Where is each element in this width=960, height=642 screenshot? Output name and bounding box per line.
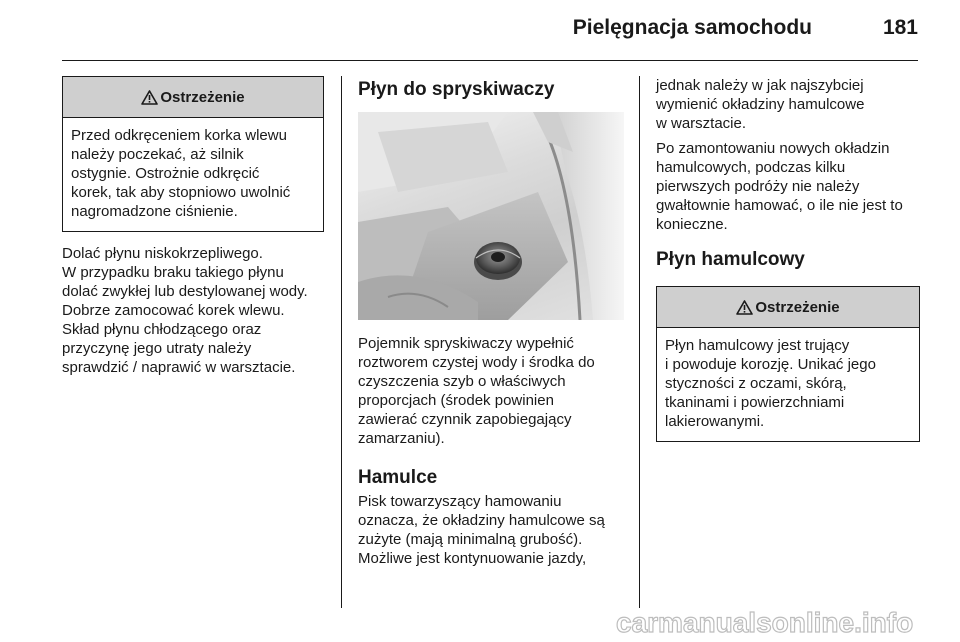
- new-pads-paragraph: [656, 139, 920, 234]
- warning-text: [657, 328, 919, 441]
- text-line: pierwszych podróży nie należy: [656, 178, 860, 195]
- text-line: konieczne.: [656, 216, 728, 233]
- header-divider: [62, 60, 918, 61]
- column-2: [358, 76, 624, 568]
- warning-header: [657, 287, 919, 328]
- text-line: Dobrze zamocować korek wlewu.: [62, 302, 285, 319]
- text-line: czyszczenia szyb o właściwych: [358, 373, 566, 390]
- text-line: Możliwe jest kontynuowanie jazdy,: [358, 550, 587, 567]
- washer-fluid-caption: [358, 334, 624, 448]
- text-line: Pisk towarzyszący hamowaniu: [358, 493, 562, 510]
- text-line: Skład płynu chłodzącego oraz: [62, 321, 262, 338]
- column-3: [656, 76, 920, 442]
- text-line: styczności z oczami, skórą,: [665, 375, 847, 392]
- brakes-paragraph: [358, 492, 624, 568]
- watermark-text: carmanualsonline.info: [616, 607, 914, 638]
- text-line: przyczynę jego utraty należy: [62, 340, 252, 357]
- text-line: Przed odkręceniem korka wlewu: [71, 127, 287, 144]
- column-divider-left: [341, 76, 342, 608]
- text-line: Dolać płynu niskokrzepliwego.: [62, 245, 263, 262]
- text-line: hamulcowych, podczas kilku: [656, 159, 846, 176]
- coolant-paragraph: [62, 244, 324, 377]
- column-1: [62, 76, 324, 377]
- text-line: W przypadku braku takiego płynu: [62, 264, 284, 281]
- brakes-paragraph-continued: [656, 76, 920, 133]
- brake-fluid-warning-box: [656, 286, 920, 442]
- column-divider-right: [639, 76, 640, 608]
- warning-triangle-icon: [141, 90, 158, 105]
- text-line: zawierać czynnik zapobiegający: [358, 411, 572, 428]
- text-line: w warsztacie.: [656, 115, 747, 132]
- watermark-logo: [614, 606, 954, 640]
- text-line: proporcjach (środek powinien: [358, 392, 554, 409]
- text-line: należy poczekać, aż silnik: [71, 146, 244, 163]
- warning-triangle-icon: [736, 300, 753, 315]
- text-line: jednak należy w jak najszybciej: [656, 77, 864, 94]
- text-line: zużyte (mają minimalną grubość).: [358, 531, 583, 548]
- text-line: Płyn hamulcowy jest trujący: [665, 337, 850, 354]
- text-line: lakierowanymi.: [665, 413, 765, 430]
- warning-title: Ostrzeżenie: [755, 298, 840, 316]
- text-line: zamarzaniu).: [358, 430, 445, 447]
- text-line: tkaninami i powierzchniami: [665, 394, 845, 411]
- coolant-warning-box: [62, 76, 324, 232]
- text-line: sprawdzić / naprawić w warsztacie.: [62, 359, 296, 376]
- text-line: gwałtownie hamować, o ile nie jest to: [656, 197, 903, 214]
- warning-title: Ostrzeżenie: [160, 88, 245, 106]
- page-title: Pielęgnacja samochodu: [572, 16, 812, 39]
- warning-text: [63, 118, 323, 231]
- brake-fluid-heading: Płyn hamulcowy: [656, 249, 805, 270]
- text-line: Pojemnik spryskiwaczy wypełnić: [358, 335, 574, 352]
- engine-bay-illustration: [358, 112, 624, 320]
- text-line: oznacza, że okładziny hamulcowe są: [358, 512, 605, 529]
- page-number: 181: [882, 16, 918, 39]
- text-line: i powoduje korozję. Unikać jego: [665, 356, 876, 373]
- brakes-heading: Hamulce: [358, 467, 438, 488]
- washer-fluid-heading: Płyn do spryskiwaczy: [358, 79, 555, 100]
- washer-reservoir-photo: [358, 112, 624, 320]
- text-line: nagromadzone ciśnienie.: [71, 203, 238, 220]
- text-line: Po zamontowaniu nowych okładzin: [656, 140, 890, 157]
- text-line: roztworem czystej wody i środka do: [358, 354, 595, 371]
- warning-header: [63, 77, 323, 118]
- text-line: wymienić okładziny hamulcowe: [656, 96, 865, 113]
- text-line: korek, tak aby stopniowo uwolnić: [71, 184, 291, 201]
- text-line: dolać zwykłej lub destylowanej wody.: [62, 283, 308, 300]
- text-line: ostygnie. Ostrożnie odkręcić: [71, 165, 260, 182]
